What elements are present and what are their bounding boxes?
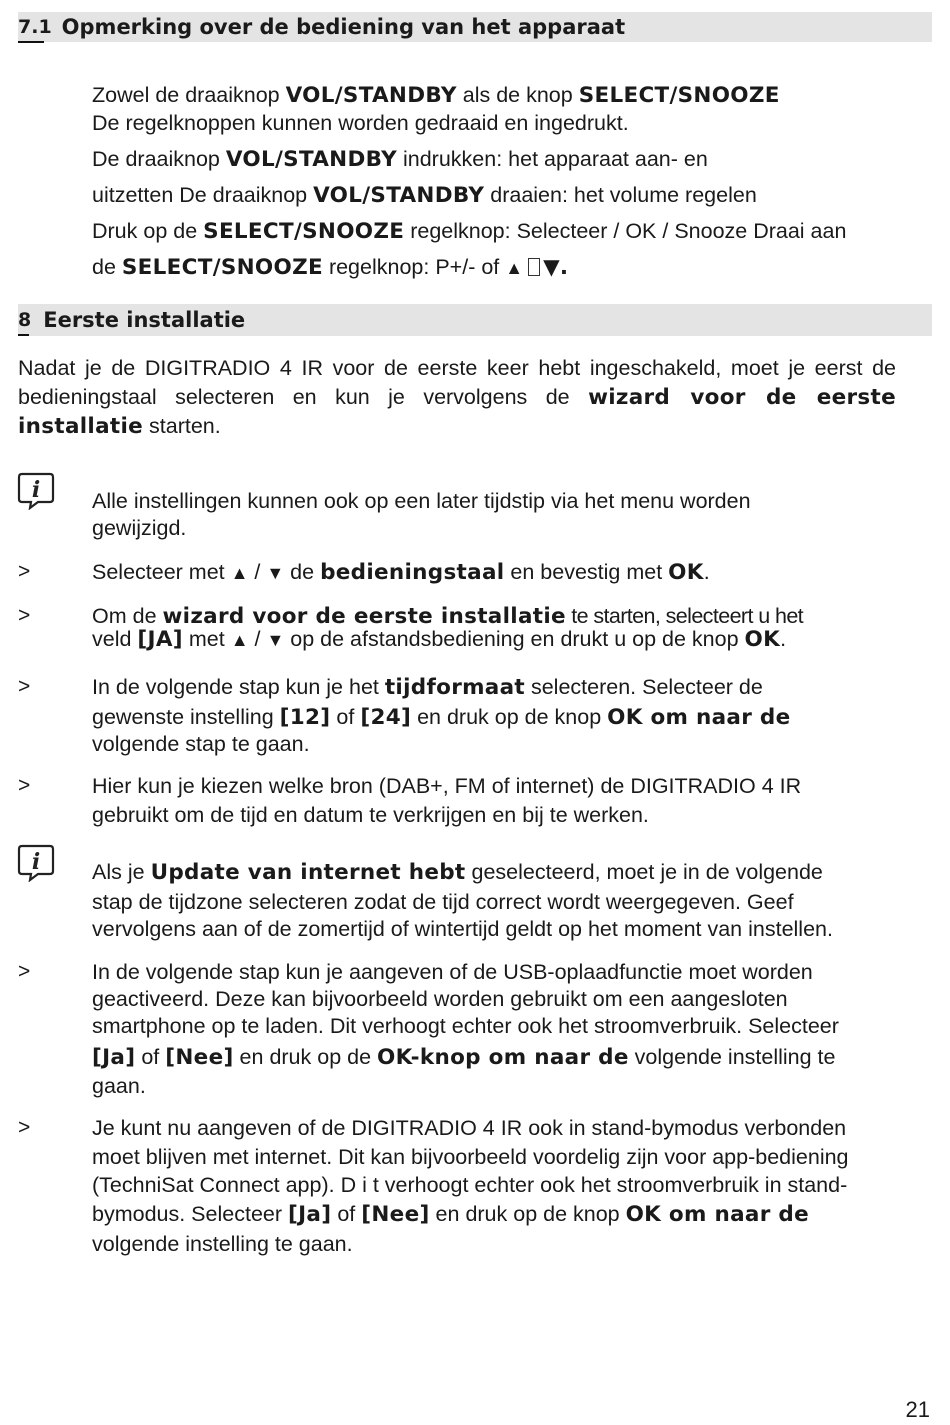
text-fragment: Als je (92, 860, 151, 884)
text-fragment: . (703, 560, 710, 584)
text-emphasis: OK om naar de (625, 1202, 809, 1227)
text-emphasis: OK (744, 627, 781, 652)
bullet-text-line: volgende instelling te gaan. (92, 1232, 353, 1256)
text-fragment: regelknop: Selecteer / OK / Snooze Draai aan (404, 219, 847, 243)
text-emphasis: wizard voor de eerste installatie (162, 604, 566, 629)
up-triangle-icon: ▲ (230, 630, 249, 650)
heading-underline (18, 334, 29, 336)
text-line: De regelknoppen kunnen worden gedraaid en ingedrukt. (92, 111, 629, 135)
bullet-text-line (92, 559, 710, 586)
text-fragment: of (135, 1045, 166, 1069)
text-fragment: De draaiknop (92, 147, 226, 171)
down-triangle-icon: ▼ (266, 563, 285, 583)
text-fragment: gewenste instelling (92, 705, 280, 729)
bullet-text-line (92, 626, 786, 653)
section-heading-7-1 (18, 12, 932, 42)
button-label-select-snooze: SELECT/SNOOZE (578, 83, 780, 108)
text-fragment: Druk op de (92, 219, 204, 243)
text-fragment: als de knop (456, 83, 579, 107)
text-fragment: geselecteerd, moet je in de volgende (465, 860, 823, 884)
section-title: Opmerking over de bediening van het apparaat (61, 15, 626, 39)
text-fragment: en druk op de knop (411, 705, 608, 729)
text-fragment: en druk op de knop (429, 1202, 626, 1226)
text-fragment: / (248, 560, 267, 584)
bullet-text-line: geactiveerd. Deze kan bijvoorbeeld worden gebruikt om een aangesloten (92, 987, 788, 1011)
bullet-marker: > (18, 1116, 31, 1139)
text-line (92, 182, 757, 209)
button-label-vol-standby: VOL/STANDBY (225, 147, 398, 172)
text-emphasis: [Nee] (361, 1202, 430, 1227)
text-fragment: veld (92, 627, 138, 651)
text-line (92, 218, 846, 245)
bullet-text-line: Hier kun je kiezen welke bron (DAB+, FM of internet) de DIGITRADIO 4 IR (92, 774, 802, 798)
info-text-line: vervolgens aan of de zomertijd of wintertijd geldt op het moment van instellen. (92, 917, 833, 941)
text-fragment: volgende instelling te (628, 1045, 836, 1069)
bullet-text-line: volgende stap te gaan. (92, 732, 310, 756)
text-emphasis: OK om naar de (607, 705, 791, 730)
down-triangle-icon: ▼. (543, 255, 569, 280)
text-fragment: regelknop: P+/- of (322, 255, 506, 279)
button-label-vol-standby: VOL/STANDBY (285, 83, 457, 108)
text-fragment: starten. (143, 414, 221, 438)
text-emphasis: [Nee] (165, 1045, 234, 1070)
text-fragment: / (248, 627, 267, 651)
bullet-text-line: gebruikt om de tijd en datum te verkrijgen en bij te werken. (92, 803, 649, 827)
bullet-marker: > (18, 774, 31, 797)
text-fragment: met (182, 627, 231, 651)
section-heading-8 (18, 304, 932, 336)
text-emphasis: [12] (279, 705, 331, 730)
text-emphasis: OK-knop om naar de (377, 1045, 629, 1070)
section-title: Eerste installatie (43, 308, 246, 332)
text-fragment: uitzetten De draaiknop (92, 183, 314, 207)
text-fragment: Nadat je de DIGITRADIO 4 IR voor de eerste keer hebt ingeschakeld, moet je eerst de bedieningstaal selecteren en kun je vervolgens de (18, 356, 896, 409)
up-triangle-icon: ▲ (230, 563, 249, 583)
bullet-text-line: moet blijven met internet. Dit kan bijvoorbeeld voordelig zijn voor app-bediening (92, 1145, 849, 1169)
text-fragment: of (330, 705, 361, 729)
text-emphasis: bedieningstaal (320, 560, 505, 585)
intro-paragraph (18, 354, 896, 441)
text-emphasis: tijdformaat (384, 675, 525, 700)
bullet-text-line (92, 704, 791, 731)
text-emphasis: [Ja] (92, 1045, 136, 1070)
info-text-line: stap de tijdzone selecteren zodat de tijd correct wordt weergegeven. Geef (92, 890, 794, 914)
text-fragment: Zowel de draaiknop (92, 83, 286, 107)
bullet-text-line: gaan. (92, 1074, 146, 1098)
heading-underline (18, 41, 44, 43)
bullet-text-line: Je kunt nu aangeven of de DIGITRADIO 4 IR ook in stand-bymodus verbonden (92, 1116, 847, 1140)
text-line (92, 82, 780, 109)
svg-text:i: i (31, 477, 41, 503)
text-fragment: Om de (92, 604, 163, 628)
text-emphasis: [Ja] (288, 1202, 332, 1227)
text-fragment: selecteren. Selecteer de (525, 675, 763, 699)
bullet-text-line (92, 1201, 809, 1228)
button-label-select-snooze: SELECT/SNOOZE (121, 255, 323, 280)
bullet-text-line (92, 674, 763, 701)
text-line (92, 254, 568, 281)
bullet-text-line: (TechniSat Connect app). D i t verhoogt echter ook het stroomverbruik in stand- (92, 1173, 848, 1197)
text-fragment: op de afstandsbediening en drukt u op de knop (284, 627, 745, 651)
text-fragment: draaien: het volume regelen (484, 183, 757, 207)
info-text-line: Alle instellingen kunnen ook op een later tijdstip via het menu worden (92, 489, 751, 513)
down-triangle-icon: ▼ (266, 630, 285, 650)
text-fragment: of (331, 1202, 362, 1226)
section-number: 8 (18, 309, 32, 331)
text-emphasis: OK (668, 560, 704, 585)
up-triangle-icon: ▲ (505, 258, 529, 278)
info-text-line: gewijzigd. (92, 516, 187, 540)
bullet-text-line: smartphone op te laden. Dit verhoogt echter ook het stroomverbruik. Selecteer (92, 1014, 839, 1038)
text-fragment: en bevestig met (504, 560, 669, 584)
text-fragment: de (284, 560, 321, 584)
text-emphasis: [24] (360, 705, 412, 730)
bullet-text-line (92, 1044, 835, 1071)
text-emphasis: Update van internet hebt (150, 860, 466, 885)
section-number: 7.1 (18, 16, 52, 38)
info-text-line (92, 859, 823, 886)
text-fragment: en druk op de (233, 1045, 378, 1069)
button-label-vol-standby: VOL/STANDBY (313, 183, 485, 208)
bullet-marker: > (18, 960, 31, 983)
text-fragment: Selecteer met (92, 560, 231, 584)
bullet-marker: > (18, 675, 31, 698)
text-fragment: te starten, selecteert u het (565, 604, 804, 628)
bullet-marker: > (18, 604, 31, 627)
text-line (92, 146, 708, 173)
text-fragment: bymodus. Selecteer (92, 1202, 288, 1226)
text-fragment: indrukken: het apparaat aan- en (397, 147, 708, 171)
text-emphasis: wizard voor de eerste installatie (18, 385, 896, 439)
svg-text:i: i (31, 849, 41, 875)
bullet-marker: > (18, 560, 31, 583)
text-fragment: . (780, 627, 787, 651)
missing-glyph-box (528, 258, 540, 276)
button-label-select-snooze: SELECT/SNOOZE (203, 219, 405, 244)
info-icon (16, 470, 56, 510)
bullet-text-line: In de volgende stap kun je aangeven of de USB-oplaadfunctie moet worden (92, 960, 813, 984)
page-number: 21 (905, 1397, 930, 1422)
text-fragment: In de volgende stap kun je het (92, 675, 385, 699)
text-fragment: de (92, 255, 122, 279)
text-emphasis: [JA] (137, 627, 183, 652)
info-icon (16, 842, 56, 882)
